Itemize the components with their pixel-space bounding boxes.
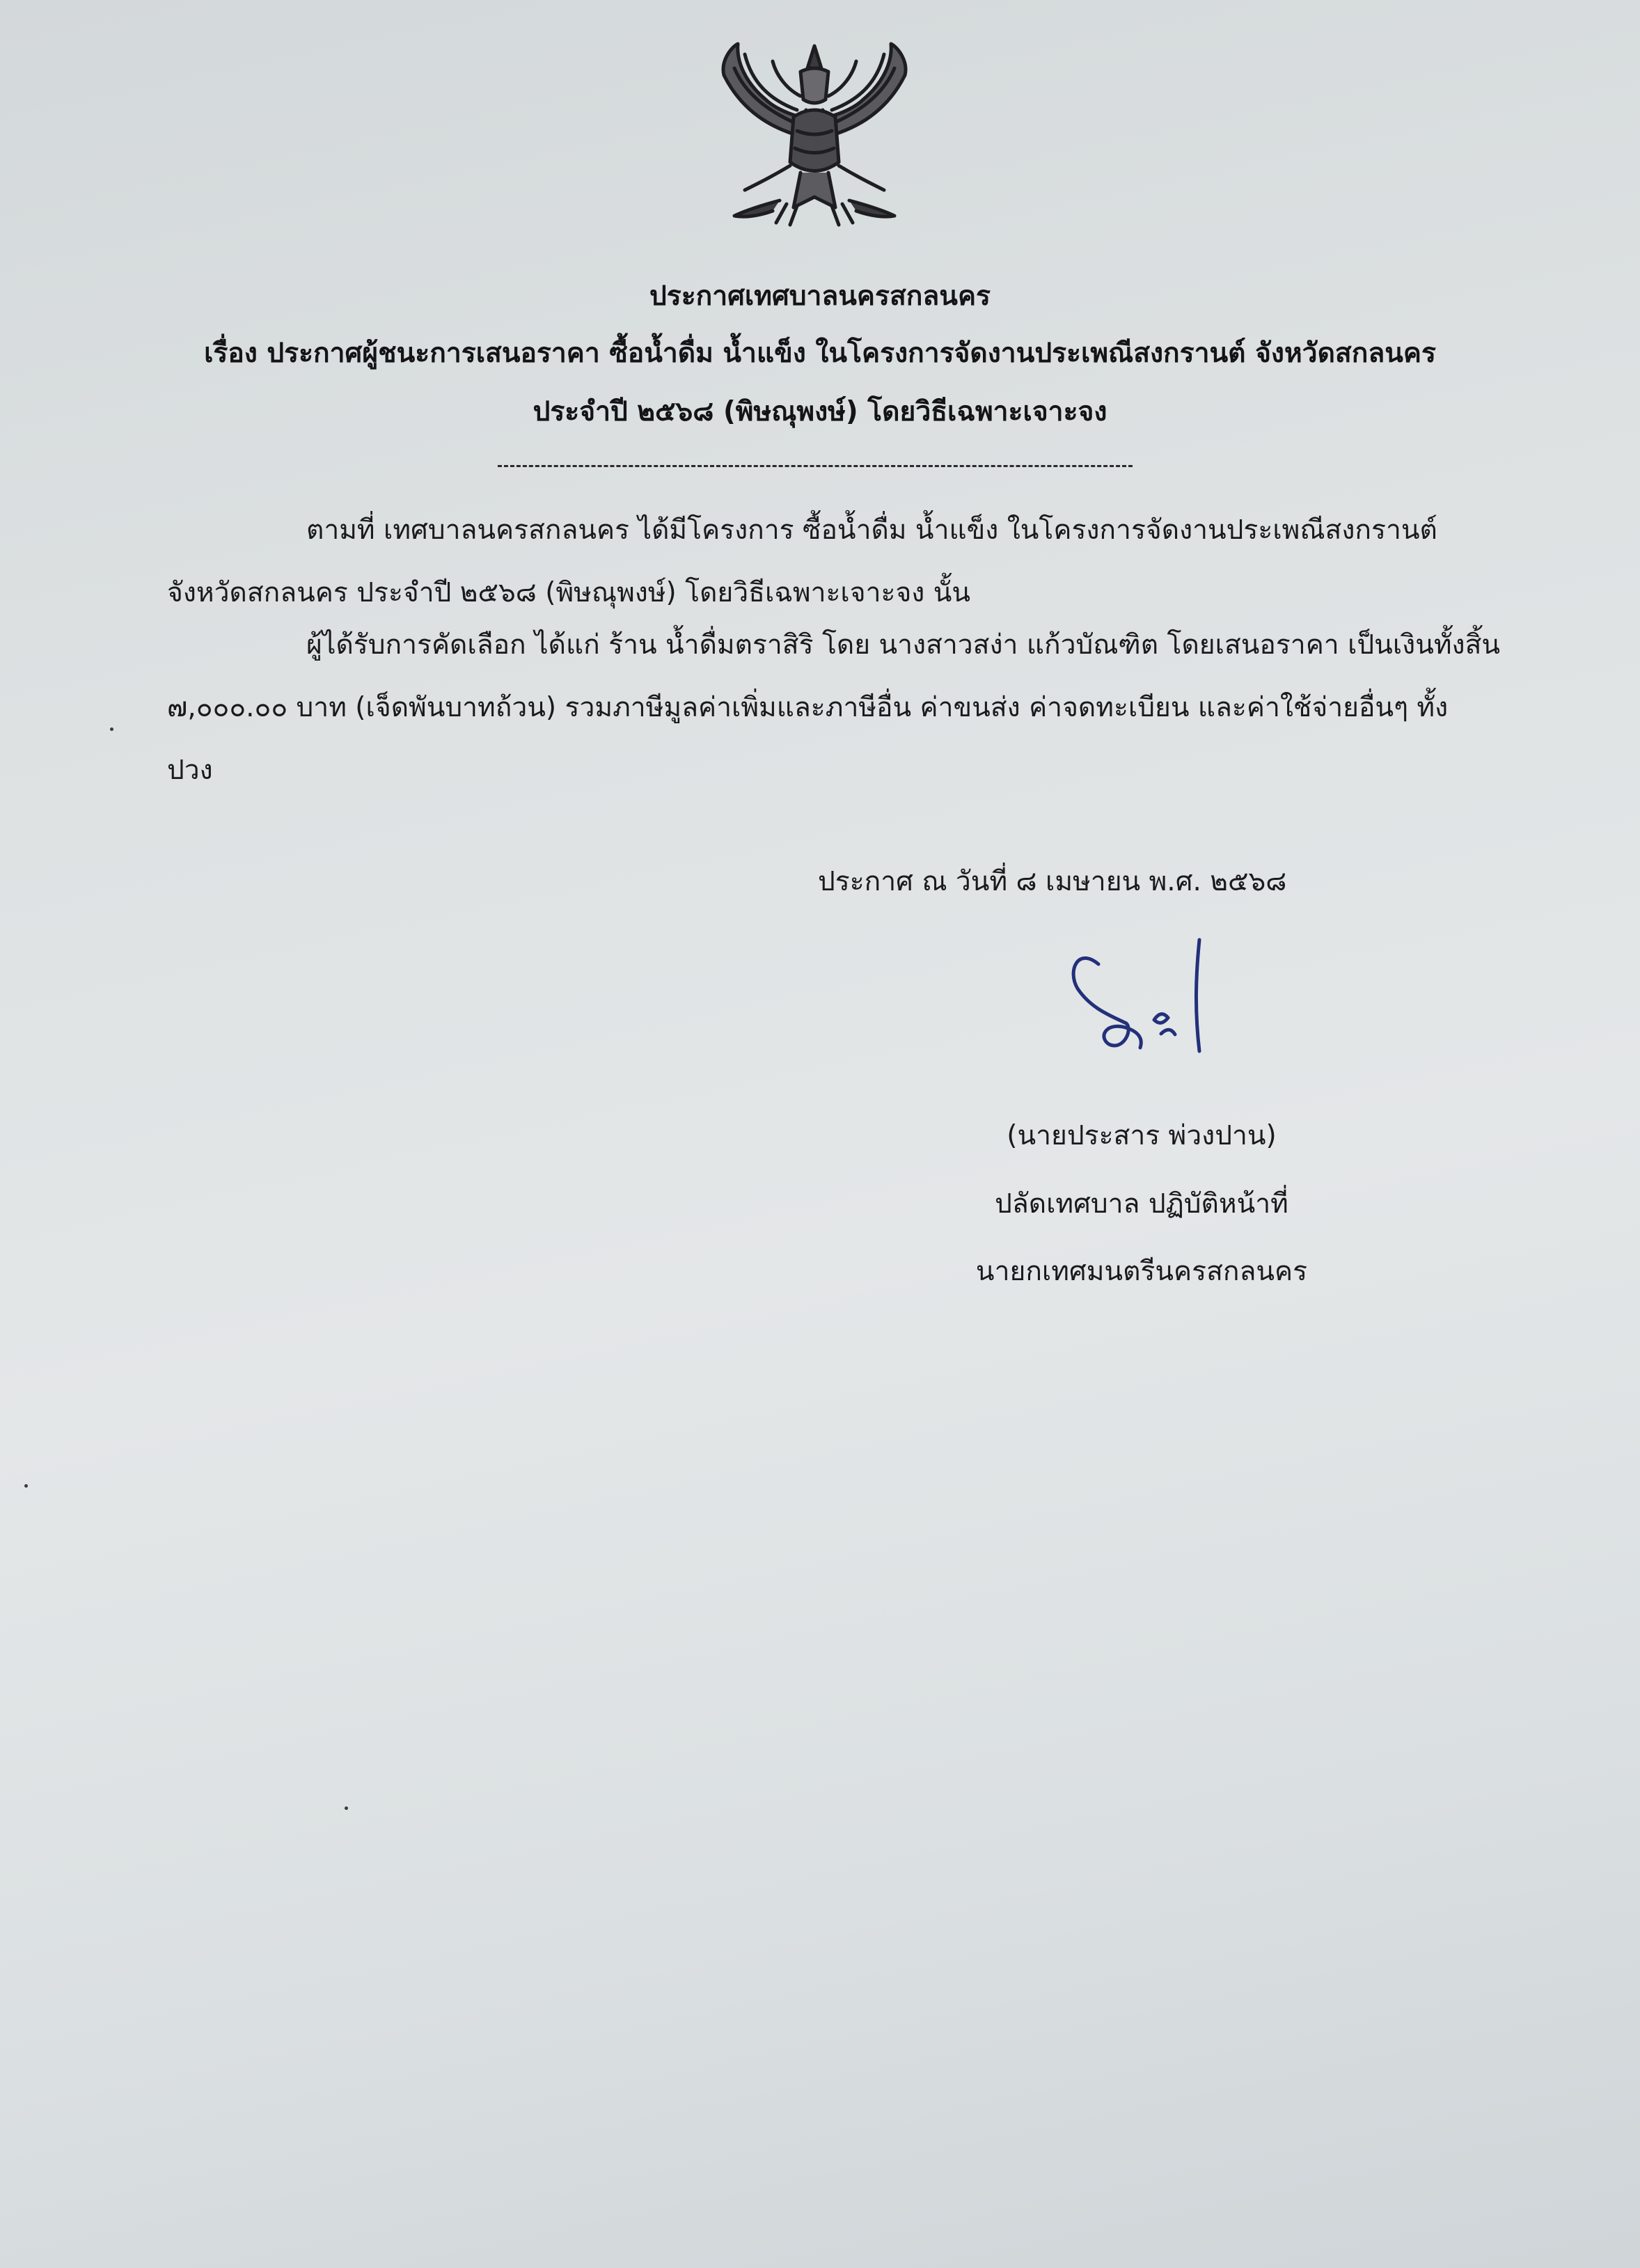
signatory-position: ปลัดเทศบาล ปฏิบัติหน้าที่ — [995, 1188, 1288, 1220]
signatory-title: นายกเทศมนตรีนครสกลนคร — [975, 1256, 1308, 1287]
subject-title: เรื่อง ประกาศผู้ชนะการเสนอราคา ซื้อน้ำดื่ม น้ำแข็ง ในโครงการจัดงานประเพณีสงกรานต์ จังหวัดสกลนคร — [204, 338, 1436, 369]
handwritten-signature — [1057, 933, 1224, 1065]
signatory-name: (นายประสาร พ่วงปาน) — [1007, 1120, 1277, 1151]
agency-title: ประกาศเทศบาลนครสกลนคร — [649, 281, 991, 312]
paper-speck — [345, 1806, 348, 1810]
announcement-date: ประกาศ ณ วันที่ ๘ เมษายน พ.ศ. ๒๕๖๘ — [818, 866, 1287, 897]
separator-line — [498, 465, 1133, 467]
paragraph-1-line-1: ตามที่ เทศบาลนครสกลนคร ได้มีโครงการ ซื้อน้ำดื่ม น้ำแข็ง ในโครงการจัดงานประเพณีสงกรานต์ — [306, 514, 1437, 546]
paper-speck — [110, 727, 113, 731]
paragraph-2-line-3: ปวง — [167, 755, 213, 786]
paragraph-1-line-2: จังหวัดสกลนคร ประจำปี ๒๕๖๘ (พิษณุพงษ์) โดยวิธีเฉพาะเจาะจง นั้น — [167, 577, 971, 608]
paragraph-2-line-1: ผู้ได้รับการคัดเลือก ได้แก่ ร้าน น้ำดื่มตราสิริ โดย นางสาวสง่า แก้วบัณฑิต โดยเสนอราคา เป็นเงินทั้งสิ้น — [306, 629, 1501, 661]
subject-title-line2: ประจำปี ๒๕๖๘ (พิษณุพงษ์) โดยวิธีเฉพาะเจาะจง — [533, 396, 1107, 427]
paper-speck — [24, 1484, 28, 1488]
garuda-emblem-icon — [703, 33, 926, 256]
paragraph-2-line-2: ๗,๐๐๐.๐๐ บาท (เจ็ดพันบาทถ้วน) รวมภาษีมูลค่าเพิ่มและภาษีอื่น ค่าขนส่ง ค่าจดทะเบียน และค่าใช้จ่ายอื่นๆ ทั้ง — [167, 692, 1449, 723]
